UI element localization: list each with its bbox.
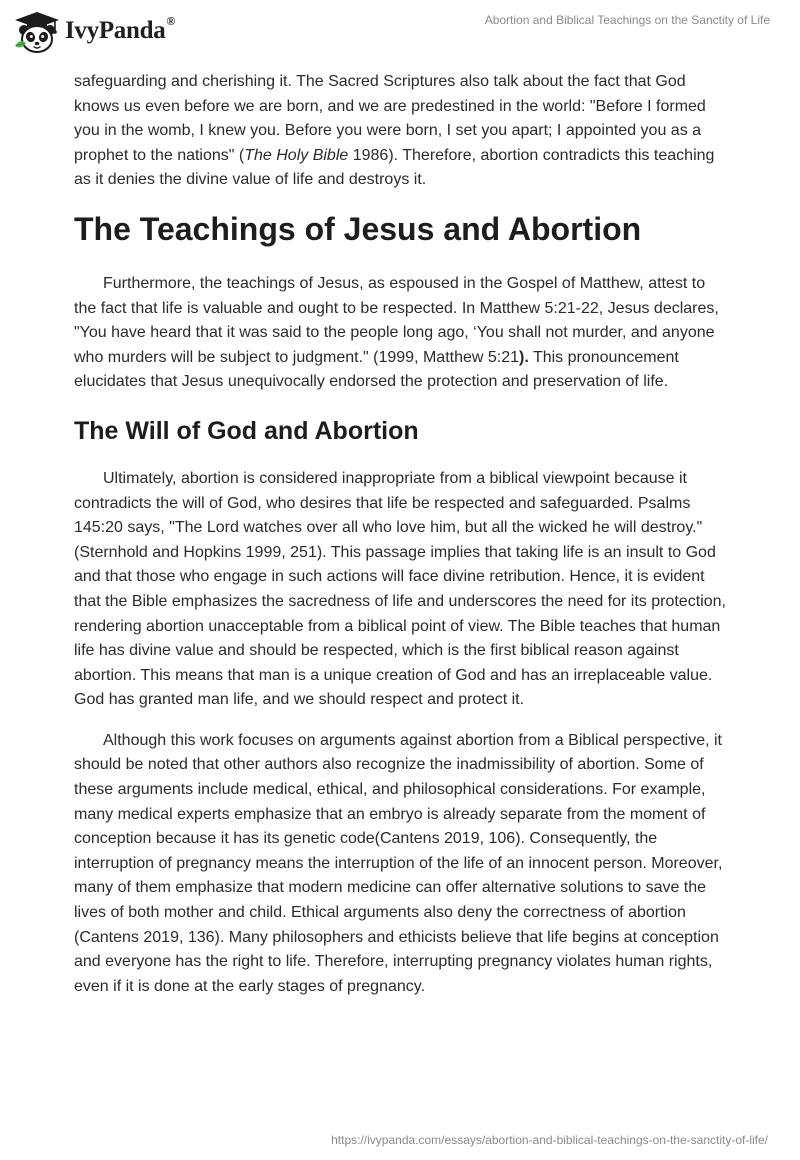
page-header: [0, 0, 800, 64]
panda-mascot-icon: [14, 10, 60, 54]
paragraph-text: Furthermore, the teachings of Jesus, as espoused in the Gospel of Matthew, attest to the fact that life is valuable and ought to be respected. In Matthew 5:21-22, Jesus declares, "You have heard that it was said to the people long ago, ‘You shall not murder, and anyone who murders will be subject to judgment." (1999, Matthew 5:21: [74, 274, 719, 366]
ivypanda-logo[interactable]: [14, 10, 175, 54]
section-heading-jesus: The Teachings of Jesus and Abortion: [74, 210, 642, 247]
paragraph-text: This pronouncement elucidates that Jesus unequivocally endorsed the protection and preservation of life.: [74, 348, 679, 391]
paragraph-text: 1986). Therefore, abortion contradicts this teaching as it denies the divine value of life and destroys it.: [74, 146, 715, 189]
paragraph-will-of-god: Ultimately, abortion is considered inappropriate from a biblical viewpoint because it contradicts the will of God, who desires that life be respected and safeguarded. Psalms 145:20 says, "The Lord watches over all who love him, but all the wicked he will destroy." (Sternhold and Hopkins 1999, 251). This passage implies that taking life is an insult to God and that those who engage in such actions will face divine retribution. Hence, it is evident that the Bible emphasizes the sacredness of life and underscores the need for its protection, rendering abortion unacceptable from a biblical point of view. The Bible teaches that human life has divine value and should be respected, which is the first biblical reason against abortion. This means that man is a unique creation of God and has an irreplaceable value. God has granted man life, and we should respect and protect it.: [74, 469, 726, 709]
logo-wordmark: [65, 13, 176, 45]
essay-body: [74, 70, 726, 1015]
paragraph-text: safeguarding and cherishing it. The Sacred Scriptures also talk about the fact that God knows us even before we are born, and we are predestined in the world: "Before I formed you in the womb, I knew you. Before you were born, I set you apart; I appointed you as a prophet to the nations" (: [74, 73, 706, 164]
paragraph-other-arguments: Although this work focuses on arguments against abortion from a Biblical perspective, it should be noted that other authors also recognize the inadmissibility of abortion. Some of these arguments include medical, ethical, and philosophical considerations. For example, many medical experts emphasize that an embryo is already separate from the moment of conception because it has its genetic code(Cantens 2019, 106). Consequently, the interruption of pregnancy means the interruption of the life of an innocent person. Moreover, many of them emphasize that modern medicine can offer alternative solutions to save the lives of both mother and child. Ethical arguments also deny the correctness of abortion (Cantens 2019, 136). Many philosophers and ethicists believe that life begins at conception and everyone has the right to life. Therefore, interrupting pregnancy violates human rights, even if it is done at the early stages of pregnancy.: [74, 731, 723, 995]
registered-mark: ®: [166, 13, 176, 28]
bold-punctuation: ).: [519, 348, 529, 366]
citation-title: The Holy Bible: [244, 146, 349, 164]
source-url[interactable]: https://ivypanda.com/essays/abortion-and-biblical-teachings-on-the-sanctity-of-life/: [331, 1133, 768, 1147]
paragraph-jesus: [74, 272, 726, 395]
paragraph-continuation: [74, 70, 726, 193]
logo-wordmark-text: IvyPanda: [65, 17, 166, 44]
document-title: Abortion and Biblical Teachings on the Sanctity of Life: [484, 13, 770, 27]
section-heading-will-of-god: The Will of God and Abortion: [74, 416, 419, 445]
